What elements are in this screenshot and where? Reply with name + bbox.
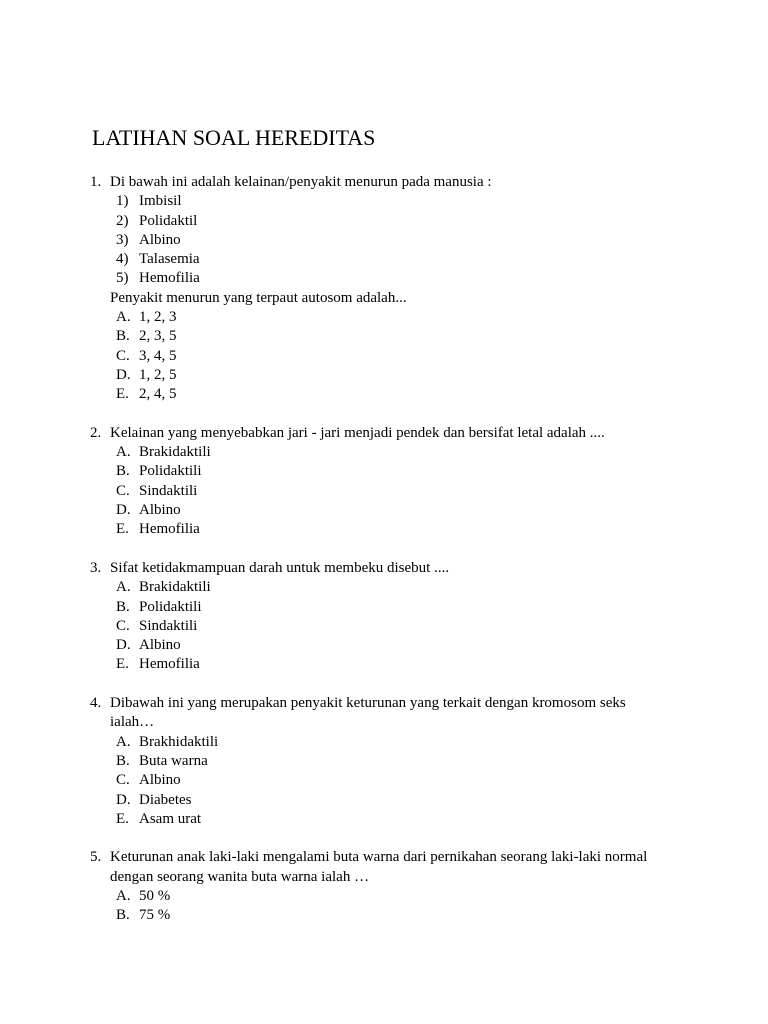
option-text: Albino [139,637,181,654]
option-text: 75 % [139,907,171,924]
option-text: Albino [139,772,181,789]
answer-option [90,810,690,829]
item-text: Albino [139,231,181,248]
item-text: Hemofilia [139,270,200,287]
option-letter: C. [116,347,130,364]
option-text: Hemofilia [139,656,200,673]
option-letter: B. [116,463,130,480]
option-text: Polidaktili [139,463,202,480]
question-1 [90,173,690,405]
question-stem: Keturunan anak laki-laki mengalami buta warna dari pernikahan seorang laki-laki normal [110,849,648,866]
option-letter: D. [116,637,131,654]
option-letter: A. [116,444,131,461]
question-3 [90,559,690,675]
question-4 [90,694,690,829]
option-letter: E. [116,656,129,673]
item-line [90,250,690,269]
question-stem-continuation: dengan seorang wanita buta warna ialah … [110,868,370,885]
item-line [90,231,690,250]
option-letter: B. [116,907,130,924]
item-text: Imbisil [139,193,182,210]
question-stem-line [90,848,690,867]
option-text: 50 % [139,887,171,904]
answer-option [90,385,690,404]
item-line [90,212,690,231]
option-text: Brakidaktili [139,579,211,596]
question-stem: Sifat ketidakmampuan darah untuk membeku disebut .... [110,559,450,576]
question-stem: Di bawah ini adalah kelainan/penyakit menurun pada manusia : [110,174,492,190]
answer-option [90,636,690,655]
question-5 [90,848,690,925]
item-number: 1) [116,193,129,210]
question-stem-line [90,694,690,713]
question-stem-line [90,424,690,443]
option-letter: A. [116,309,131,326]
answer-option [90,733,690,752]
answer-option [90,308,690,327]
answer-option [90,752,690,771]
option-letter: D. [116,791,131,808]
option-letter: E. [116,386,129,403]
answer-option [90,366,690,385]
answer-option [90,617,690,636]
answer-option [90,578,690,597]
answer-option [90,791,690,810]
option-text: Brakhidaktili [139,733,219,750]
question-prompt: Penyakit menurun yang terpaut autosom adalah... [110,289,407,306]
answer-option [90,906,690,925]
item-line [90,269,690,288]
item-text: Polidaktil [139,212,198,229]
option-letter: D. [116,502,131,519]
option-text: 1, 2, 5 [139,366,177,383]
item-text: Talasemia [139,251,200,268]
answer-option [90,347,690,366]
question-stem-continuation: ialah… [110,714,155,731]
question-number: 5. [90,849,102,866]
option-text: Sindaktili [139,617,198,634]
question-stem: Kelainan yang menyebabkan jari - jari menjadi pendek dan bersifat letal adalah .... [110,424,605,441]
question-number: 2. [90,424,102,441]
option-text: 2, 3, 5 [139,328,177,345]
option-text: Sindaktili [139,482,198,499]
option-letter: D. [116,366,131,383]
answer-option [90,887,690,906]
item-number: 4) [116,251,129,268]
document-title: LATIHAN SOAL HEREDITAS [92,125,376,150]
option-text: 3, 4, 5 [139,347,177,364]
item-number: 2) [116,212,129,229]
option-text: Diabetes [139,791,192,808]
answer-option [90,462,690,481]
question-stem: Dibawah ini yang merupakan penyakit keturunan yang terkait dengan kromosom seks [110,695,626,712]
option-text: Buta warna [139,752,208,769]
item-line [90,192,690,211]
option-text: Albino [139,502,181,519]
option-text: Hemofilia [139,521,200,538]
question-number: 1. [90,174,102,190]
question-stem-line [90,559,690,578]
question-number: 4. [90,695,102,712]
option-text: 1, 2, 3 [139,309,177,326]
option-letter: A. [116,579,131,596]
answer-option [90,598,690,617]
option-text: 2, 4, 5 [139,386,177,403]
option-letter: B. [116,598,130,615]
question-list [90,173,690,945]
answer-option [90,771,690,790]
option-letter: A. [116,887,131,904]
option-letter: E. [116,810,129,827]
question-number: 3. [90,559,102,576]
question-2 [90,424,690,540]
option-text: Polidaktili [139,598,202,615]
option-letter: E. [116,521,129,538]
item-number: 3) [116,231,129,248]
option-letter: C. [116,617,130,634]
option-letter: A. [116,733,131,750]
option-letter: C. [116,772,130,789]
answer-option [90,443,690,462]
answer-option [90,501,690,520]
answer-option [90,520,690,539]
option-letter: C. [116,482,130,499]
answer-option [90,655,690,674]
answer-option [90,482,690,501]
question-stem-line [90,173,690,192]
item-number: 5) [116,270,129,287]
option-letter: B. [116,328,130,345]
answer-option [90,327,690,346]
option-text: Asam urat [139,810,202,827]
option-letter: B. [116,752,130,769]
option-text: Brakidaktili [139,444,211,461]
